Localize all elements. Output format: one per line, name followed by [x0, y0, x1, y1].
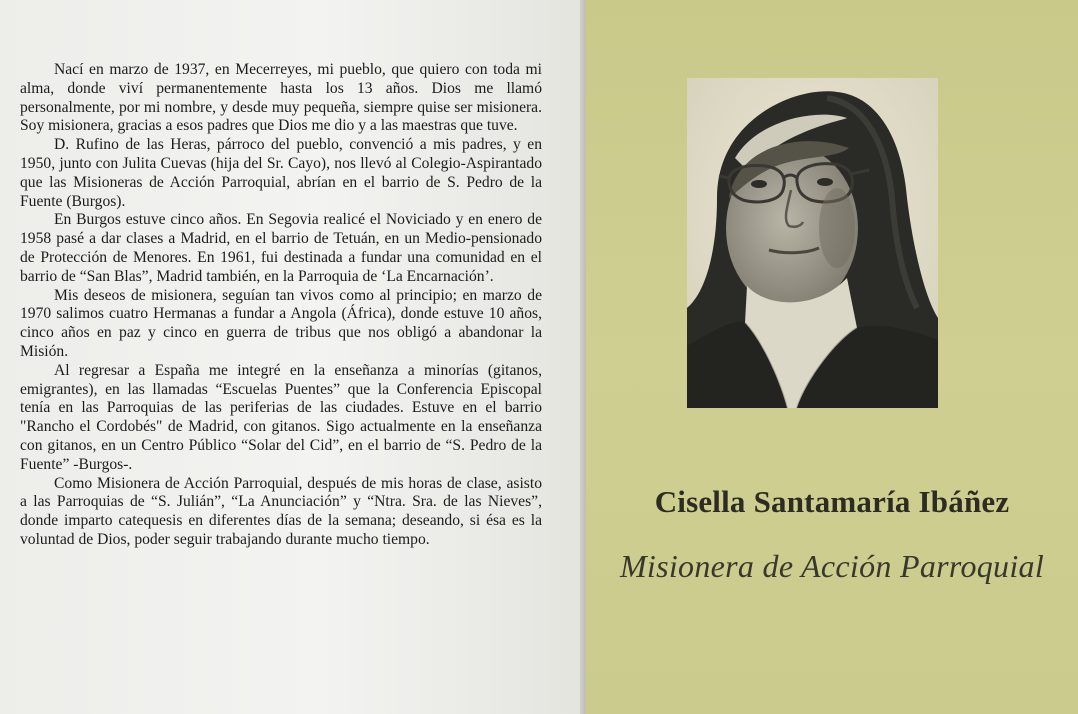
paragraph: Mis deseos de misionera, seguían tan vivos como al principio; en marzo de 1970 salimos cuatro Hermanas a fundar a Angola (África), donde estuve 10 años, cinco años en paz y cinco en guerra de tribus que nos obligó a abandonar la Misión. [20, 286, 542, 360]
paragraph: En Burgos estuve cinco años. En Segovia realicé el Noviciado y en enero de 1958 pasé a dar clases a Madrid, en el barrio de Tetuán, en un Medio-pensionado de Protección de Menores. En 1961, fui destinada a fundar una comunidad en el barrio de “San Blas”, Madrid también, en la Parroquia de ‘La Encarnación’. [20, 211, 542, 285]
paragraph: Al regresar a España me integré en la enseñanza a minorías (gitanos, emigrantes), en las llamadas “Escuelas Puentes” que la Conferencia Episcopal tenía en las Parroquias de las periferias de las ciudades. Estuve en el barrio "Rancho el Cordobés" de Madrid, con gitanos. Sigo actualmente en la enseñanza con gitanos, en un Centro Público “Solar del Cid”, en el barrio de “S. Pedro de la Fuente” -Burgos-. [20, 361, 542, 473]
portrait-photo [687, 78, 938, 408]
paragraph: D. Rufino de las Heras, párroco del pueblo, convenció a mis padres, y en 1950, junto con Julita Cuevas (hija del Sr. Cayo), nos llevó al Colegio-Aspirantado que las Misioneras de Acción Parroquial, abrían en el barrio de S. Pedro de la Fuente (Burgos). [20, 136, 542, 210]
right-page [586, 0, 1078, 714]
person-name: Cisella Santamaría Ibáñez [654, 484, 1010, 519]
subtitle: Misionera de Acción Parroquial [619, 548, 1045, 584]
paragraph: Como Misionera de Acción Parroquial, después de mis horas de clase, asisto a las Parroquias de “S. Julián”, “La Anunciación” y “Ntra. Sra. de las Nieves”, donde imparto catequesis en diferentes días de la semana; deseando, si ésa es la voluntad de Dios, poder seguir trabajando durante mucho tiempo. [20, 474, 542, 548]
portrait-illustration [687, 78, 938, 408]
paragraph: Nací en marzo de 1937, en Mecerreyes, mi pueblo, que quiero con toda mi alma, donde viví permanentemente hasta los 13 años. Dios me llamó personalmente, por mi nombre, y desde muy pequeña, siempre quise ser misionera. Soy misionera, gracias a esos padres que Dios me dio y a las maestras que tuve. [20, 61, 542, 135]
biography-text [20, 61, 542, 550]
